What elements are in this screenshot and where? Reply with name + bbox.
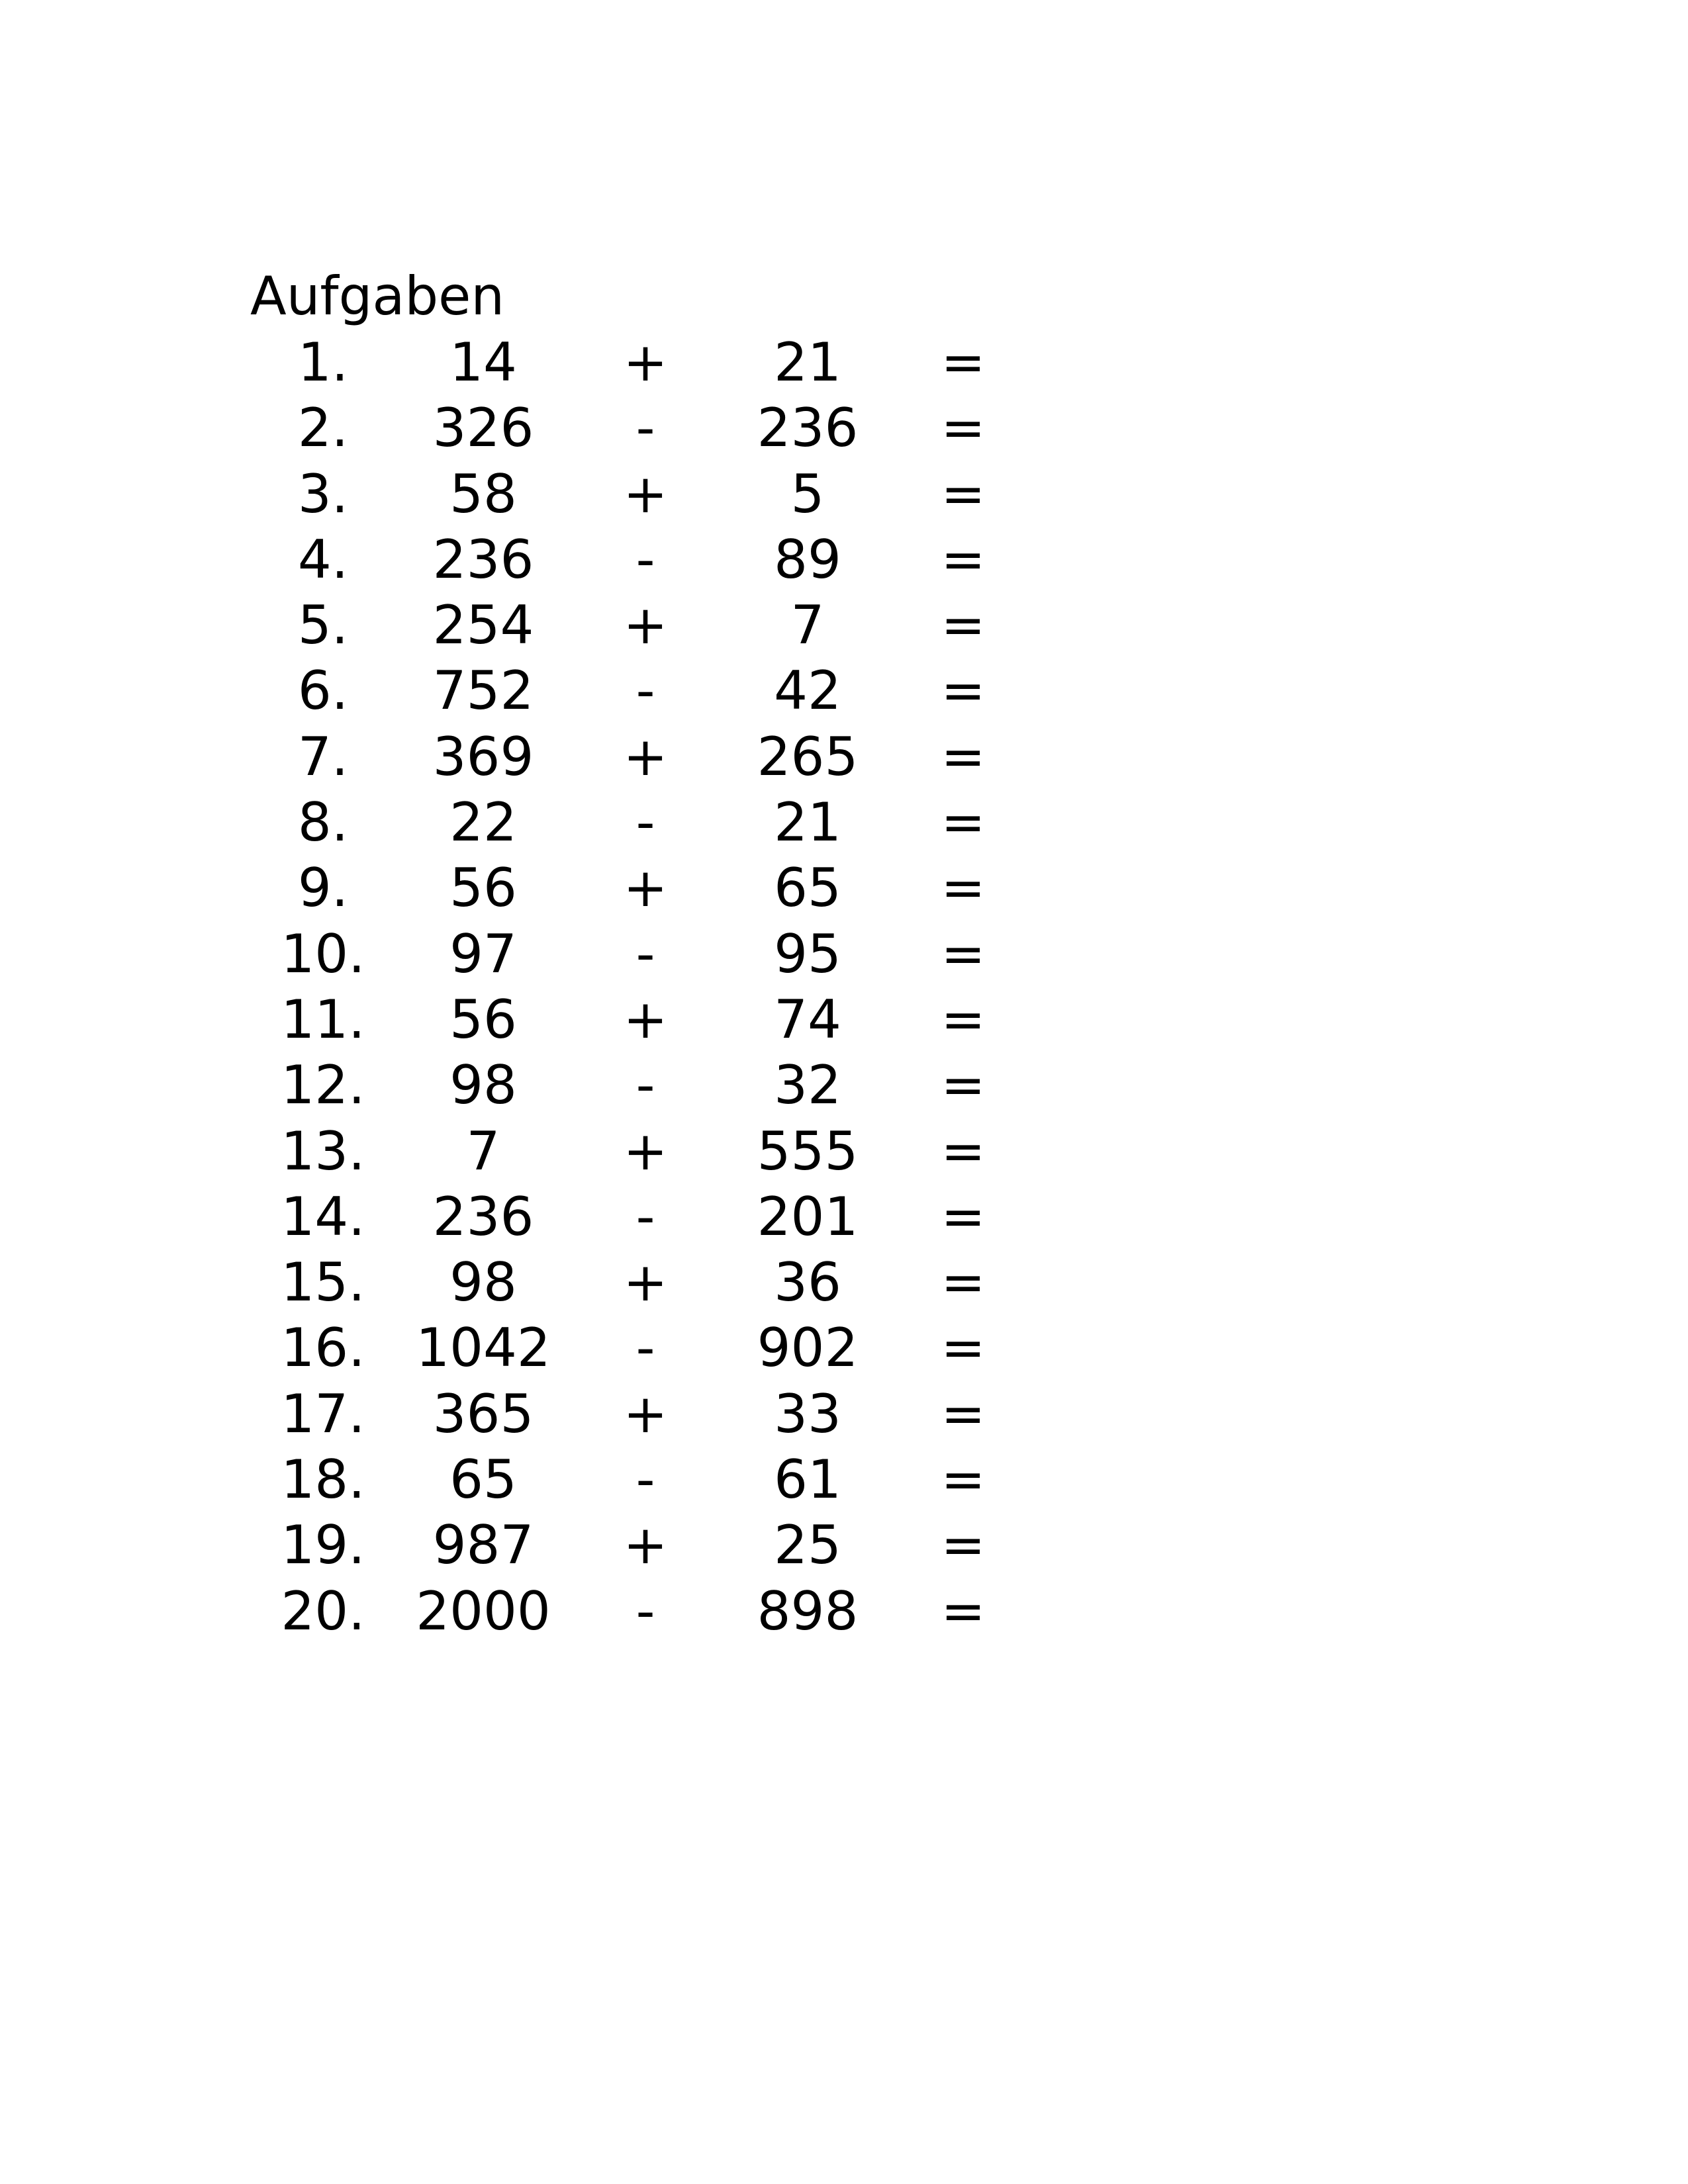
first-operand: 365 [432, 1383, 534, 1445]
second-operand: 61 [774, 1449, 841, 1511]
exercise-number: 2. [297, 397, 349, 459]
second-operand: 265 [757, 725, 859, 788]
exercise-row [0, 330, 1688, 395]
equals-sign: = [941, 594, 986, 657]
exercise-row [0, 1578, 1688, 1644]
operator: - [635, 792, 655, 854]
first-operand: 22 [449, 792, 517, 854]
equals-sign: = [941, 660, 986, 722]
operator: + [623, 332, 668, 393]
second-operand: 32 [774, 1054, 841, 1116]
exercise-number: 4. [297, 528, 349, 590]
operator: - [635, 1054, 655, 1116]
first-operand: 56 [449, 857, 517, 919]
exercise-row [0, 1512, 1688, 1578]
exercise-row [0, 1315, 1688, 1381]
exercise-number: 8. [297, 792, 349, 854]
equals-sign: = [941, 725, 986, 788]
exercise-row [0, 921, 1688, 987]
first-operand: 98 [449, 1054, 517, 1116]
exercise-number: 14. [281, 1185, 365, 1248]
exercise-row [0, 461, 1688, 527]
exercise-number: 18. [281, 1449, 365, 1511]
exercise-number: 7. [297, 725, 349, 788]
operator: + [623, 1251, 668, 1314]
exercise-row [0, 1184, 1688, 1250]
exercise-number: 15. [281, 1251, 365, 1314]
exercise-row [0, 1118, 1688, 1184]
second-operand: 36 [774, 1251, 841, 1314]
exercise-number: 10. [281, 923, 365, 985]
second-operand: 236 [757, 397, 859, 459]
first-operand: 254 [432, 594, 534, 657]
operator: - [635, 660, 655, 722]
equals-sign: = [941, 1120, 986, 1182]
second-operand: 89 [774, 528, 841, 590]
first-operand: 987 [432, 1514, 534, 1576]
equals-sign: = [941, 1317, 986, 1379]
operator: - [635, 1317, 655, 1379]
operator: + [623, 857, 668, 919]
exercise-row [0, 658, 1688, 723]
exercise-number: 12. [281, 1054, 365, 1116]
second-operand: 65 [774, 857, 841, 919]
operator: + [623, 725, 668, 788]
exercise-list [0, 330, 1688, 1644]
first-operand: 98 [449, 1251, 517, 1314]
exercise-row [0, 1381, 1688, 1447]
equals-sign: = [941, 988, 986, 1050]
exercise-row [0, 395, 1688, 461]
equals-sign: = [941, 332, 986, 393]
operator: - [635, 923, 655, 985]
second-operand: 25 [774, 1514, 841, 1576]
exercise-number: 13. [281, 1120, 365, 1182]
equals-sign: = [941, 1514, 986, 1576]
exercise-number: 16. [281, 1317, 365, 1379]
exercise-number: 20. [281, 1580, 365, 1642]
equals-sign: = [941, 857, 986, 919]
exercise-row [0, 724, 1688, 790]
second-operand: 7 [790, 594, 825, 657]
first-operand: 369 [432, 725, 534, 788]
exercise-row [0, 987, 1688, 1052]
first-operand: 1042 [416, 1317, 551, 1379]
equals-sign: = [941, 463, 986, 525]
exercise-row [0, 592, 1688, 658]
exercise-row [0, 1250, 1688, 1315]
second-operand: 74 [774, 988, 841, 1050]
first-operand: 752 [432, 660, 534, 722]
exercise-number: 19. [281, 1514, 365, 1576]
second-operand: 42 [774, 660, 841, 722]
operator: + [623, 1383, 668, 1445]
second-operand: 21 [774, 792, 841, 854]
first-operand: 58 [449, 463, 517, 525]
first-operand: 326 [432, 397, 534, 459]
operator: + [623, 463, 668, 525]
exercise-row [0, 855, 1688, 921]
equals-sign: = [941, 1185, 986, 1248]
exercise-number: 17. [281, 1383, 365, 1445]
worksheet-title: Aufgaben [250, 265, 505, 327]
first-operand: 65 [449, 1449, 517, 1511]
first-operand: 236 [432, 528, 534, 590]
equals-sign: = [941, 1054, 986, 1116]
equals-sign: = [941, 1251, 986, 1314]
operator: + [623, 594, 668, 657]
operator: - [635, 1449, 655, 1511]
equals-sign: = [941, 397, 986, 459]
equals-sign: = [941, 528, 986, 590]
exercise-row [0, 790, 1688, 855]
first-operand: 97 [449, 923, 517, 985]
equals-sign: = [941, 923, 986, 985]
second-operand: 95 [774, 923, 841, 985]
exercise-row [0, 527, 1688, 592]
operator: - [635, 1580, 655, 1642]
equals-sign: = [941, 1580, 986, 1642]
exercise-number: 3. [297, 463, 349, 525]
second-operand: 555 [757, 1120, 859, 1182]
exercise-number: 6. [297, 660, 349, 722]
first-operand: 56 [449, 988, 517, 1050]
exercise-number: 5. [297, 594, 349, 657]
first-operand: 2000 [416, 1580, 551, 1642]
operator: + [623, 1120, 668, 1182]
second-operand: 33 [774, 1383, 841, 1445]
operator: - [635, 397, 655, 459]
second-operand: 898 [757, 1580, 859, 1642]
first-operand: 14 [449, 332, 517, 393]
equals-sign: = [941, 1383, 986, 1445]
operator: - [635, 528, 655, 590]
exercise-number: 11. [281, 988, 365, 1050]
first-operand: 236 [432, 1185, 534, 1248]
second-operand: 201 [757, 1185, 859, 1248]
first-operand: 7 [466, 1120, 500, 1182]
operator: + [623, 1514, 668, 1576]
exercise-row [0, 1052, 1688, 1118]
second-operand: 5 [790, 463, 825, 525]
operator: + [623, 988, 668, 1050]
equals-sign: = [941, 1449, 986, 1511]
second-operand: 21 [774, 332, 841, 393]
operator: - [635, 1185, 655, 1248]
equals-sign: = [941, 792, 986, 854]
second-operand: 902 [757, 1317, 859, 1379]
exercise-row [0, 1447, 1688, 1512]
exercise-number: 9. [297, 857, 349, 919]
exercise-number: 1. [297, 332, 349, 393]
